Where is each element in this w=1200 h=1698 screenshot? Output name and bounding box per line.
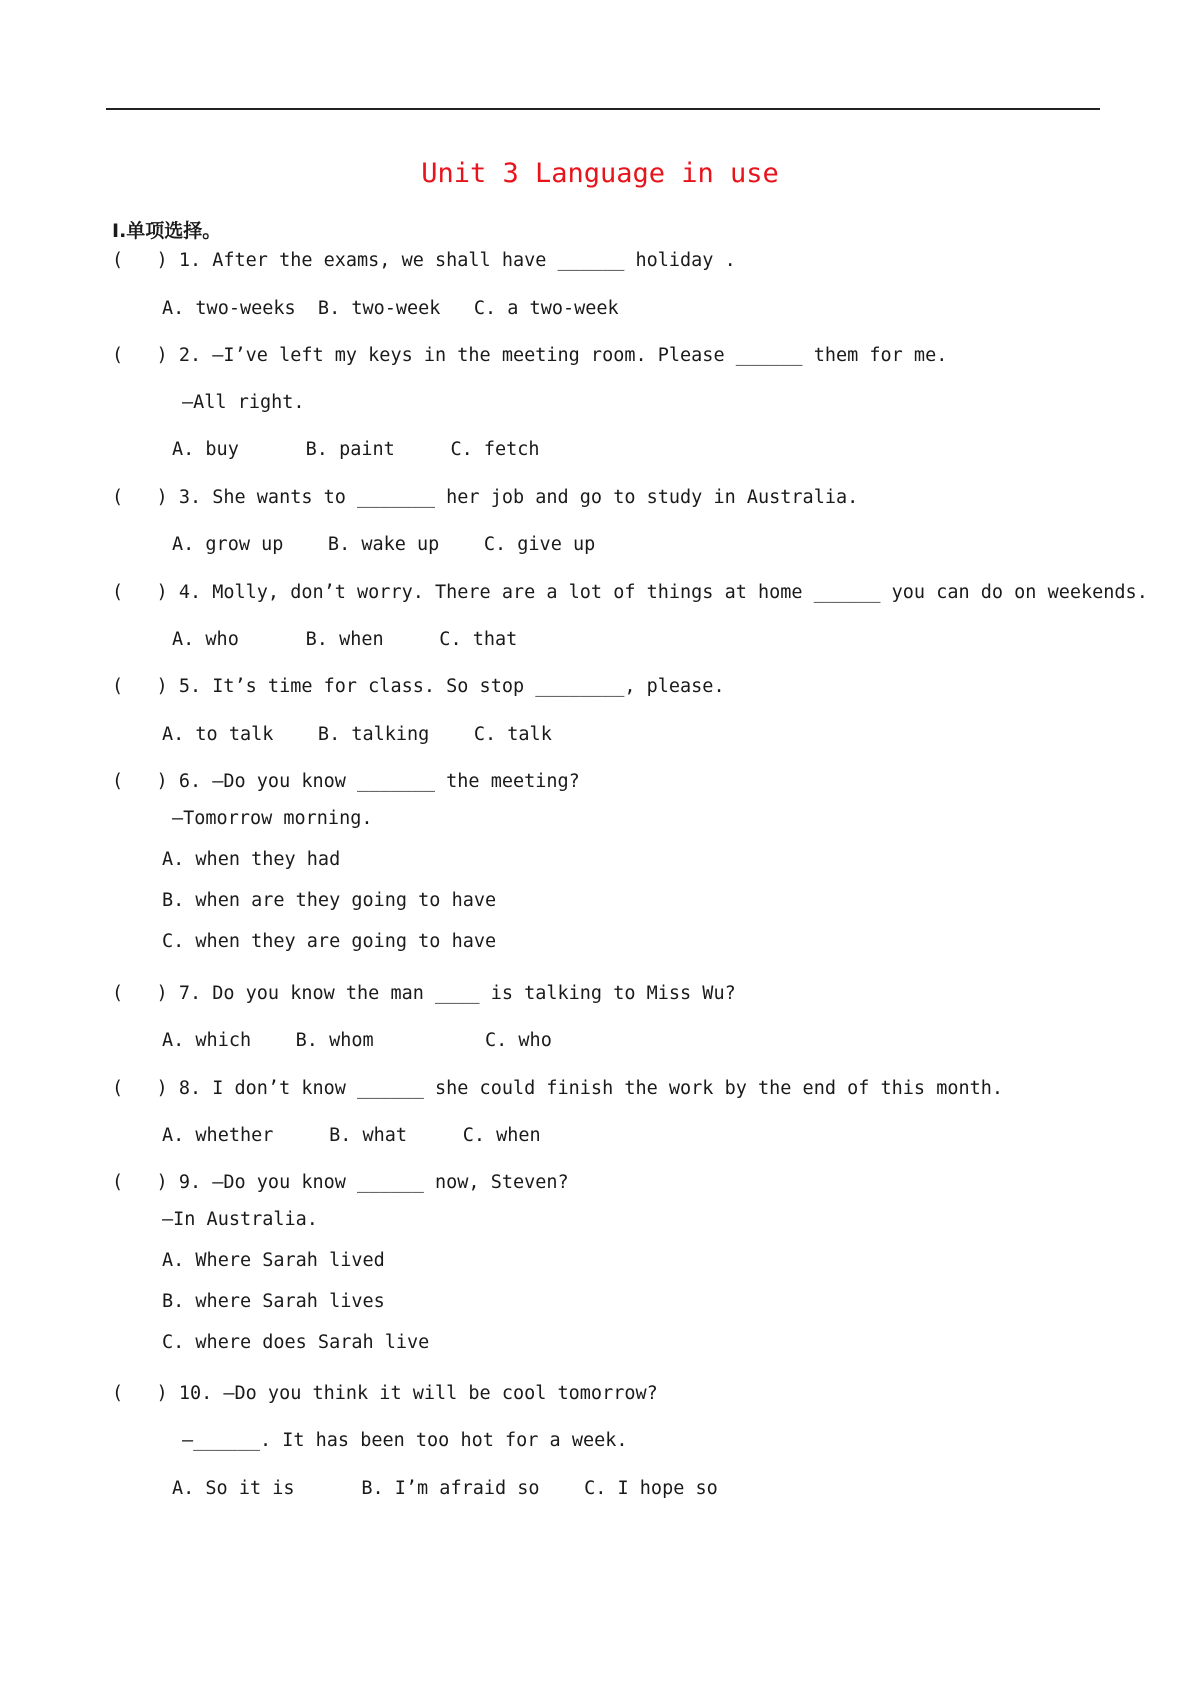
question-1-stem: ( ) 1. After the exams, we shall have ______ holiday . [112, 250, 736, 271]
question-3-stem: ( ) 3. She wants to _______ her job and go to study in Australia. [112, 487, 859, 508]
question-2-options: A. buy B. paint C. fetch [172, 439, 540, 460]
question-9-option-a: A. Where Sarah lived [162, 1250, 385, 1271]
question-6-answer: —Tomorrow morning. [172, 808, 373, 829]
question-7-stem: ( ) 7. Do you know the man ____ is talking to Miss Wu? [112, 983, 736, 1004]
question-8-options: A. whether B. what C. when [162, 1125, 541, 1146]
question-4-options: A. who B. when C. that [172, 629, 518, 650]
question-6-option-a: A. when they had [162, 849, 341, 870]
section-heading: Ⅰ.单项选择。 [112, 220, 222, 242]
question-10-options: A. So it is B. I’m afraid so C. I hope so [172, 1478, 718, 1499]
question-6-option-b: B. when are they going to have [162, 890, 497, 911]
question-1-options: A. two-weeks B. two-week C. a two-week [162, 298, 619, 319]
question-6-stem: ( ) 6. —Do you know _______ the meeting? [112, 771, 580, 792]
question-8-stem: ( ) 8. I don’t know ______ she could finish the work by the end of this month. [112, 1078, 1004, 1099]
question-2-answer: —All right. [182, 392, 305, 413]
question-7-options: A. which B. whom C. who [162, 1030, 552, 1051]
question-5-options: A. to talk B. talking C. talk [162, 724, 552, 745]
question-9-option-c: C. where does Sarah live [162, 1332, 430, 1353]
question-5-stem: ( ) 5. It’s time for class. So stop ________, please. [112, 676, 725, 697]
page-title: Unit 3 Language in use [421, 158, 779, 189]
question-10-answer: —______. It has been too hot for a week. [182, 1430, 628, 1451]
question-9-answer: —In Australia. [162, 1209, 318, 1230]
question-2-stem: ( ) 2. —I’ve left my keys in the meeting room. Please ______ them for me. [112, 345, 948, 366]
question-10-stem: ( ) 10. —Do you think it will be cool tomorrow? [112, 1383, 658, 1404]
question-9-option-b: B. where Sarah lives [162, 1291, 385, 1312]
header-rule [106, 108, 1100, 110]
question-3-options: A. grow up B. wake up C. give up [172, 534, 596, 555]
question-9-stem: ( ) 9. —Do you know ______ now, Steven? [112, 1172, 569, 1193]
question-6-option-c: C. when they are going to have [162, 931, 497, 952]
question-4-stem: ( ) 4. Molly, don’t worry. There are a lot of things at home ______ you can do on weekends. [112, 582, 1148, 603]
